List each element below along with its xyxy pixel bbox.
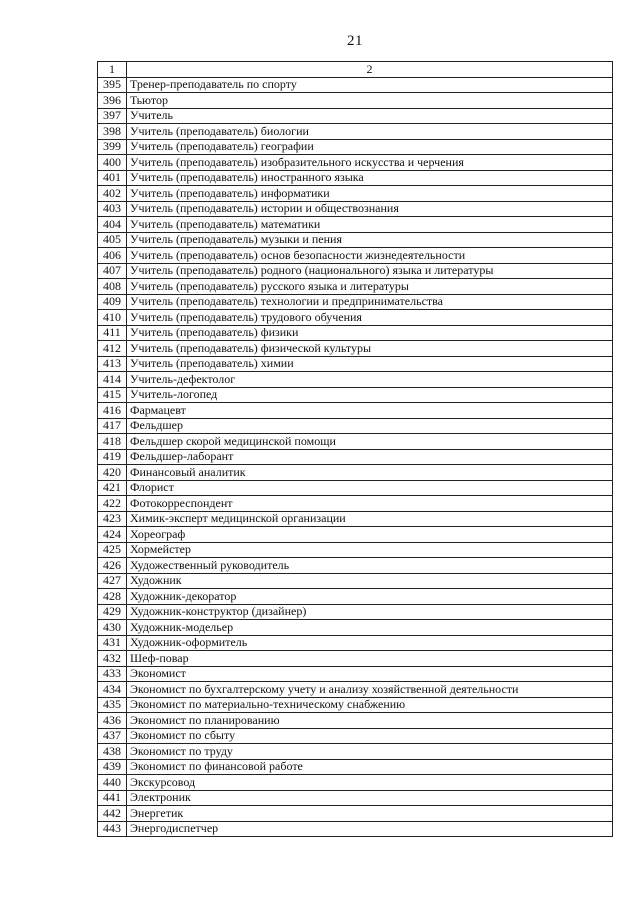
table-row — [98, 279, 613, 295]
table-row — [98, 775, 613, 791]
row-number: 422 — [98, 496, 127, 512]
profession-name: Учитель (преподаватель) информатики — [127, 186, 613, 202]
profession-name: Учитель (преподаватель) истории и обществознания — [127, 201, 613, 217]
table-row — [98, 93, 613, 109]
table-row — [98, 682, 613, 698]
row-number: 409 — [98, 294, 127, 310]
profession-name: Учитель (преподаватель) музыки и пения — [127, 232, 613, 248]
profession-name: Учитель (преподаватель) физической культуры — [127, 341, 613, 357]
table-row — [98, 713, 613, 729]
row-number: 443 — [98, 821, 127, 837]
page-number: 21 — [347, 33, 363, 49]
profession-name: Энергодиспетчер — [127, 821, 613, 837]
profession-name: Экономист по материально-техническому снабжению — [127, 697, 613, 713]
professions-table — [97, 61, 613, 837]
table-row — [98, 170, 613, 186]
table-row — [98, 449, 613, 465]
row-number: 403 — [98, 201, 127, 217]
column-header-number: 1 — [98, 62, 127, 78]
table-row — [98, 728, 613, 744]
table-row — [98, 620, 613, 636]
profession-name: Учитель-дефектолог — [127, 372, 613, 388]
row-number: 402 — [98, 186, 127, 202]
profession-name: Художник-декоратор — [127, 589, 613, 605]
row-number: 410 — [98, 310, 127, 326]
profession-name: Фотокорреспондент — [127, 496, 613, 512]
row-number: 417 — [98, 418, 127, 434]
row-number: 421 — [98, 480, 127, 496]
row-number: 430 — [98, 620, 127, 636]
table-row — [98, 697, 613, 713]
table-row — [98, 201, 613, 217]
profession-name: Фельдшер-лаборант — [127, 449, 613, 465]
table-row — [98, 527, 613, 543]
profession-name: Хореограф — [127, 527, 613, 543]
row-number: 428 — [98, 589, 127, 605]
row-number: 398 — [98, 124, 127, 140]
profession-name: Флорист — [127, 480, 613, 496]
row-number: 438 — [98, 744, 127, 760]
profession-name: Фельдшер — [127, 418, 613, 434]
row-number: 396 — [98, 93, 127, 109]
profession-name: Художник-конструктор (дизайнер) — [127, 604, 613, 620]
table-row — [98, 542, 613, 558]
row-number: 441 — [98, 790, 127, 806]
profession-name: Экскурсовод — [127, 775, 613, 791]
table-row — [98, 325, 613, 341]
row-number: 436 — [98, 713, 127, 729]
table-row — [98, 263, 613, 279]
profession-name: Электроник — [127, 790, 613, 806]
table-row — [98, 573, 613, 589]
row-number: 434 — [98, 682, 127, 698]
table-row — [98, 186, 613, 202]
profession-name: Художник-модельер — [127, 620, 613, 636]
table-row — [98, 790, 613, 806]
table-row — [98, 77, 613, 93]
row-number: 411 — [98, 325, 127, 341]
profession-name: Энергетик — [127, 806, 613, 822]
table-row — [98, 821, 613, 837]
row-number: 397 — [98, 108, 127, 124]
profession-name: Художник-оформитель — [127, 635, 613, 651]
row-number: 413 — [98, 356, 127, 372]
profession-name: Учитель (преподаватель) биологии — [127, 124, 613, 140]
table-row — [98, 434, 613, 450]
table-row — [98, 294, 613, 310]
table-row — [98, 759, 613, 775]
table-row — [98, 604, 613, 620]
table-row — [98, 139, 613, 155]
row-number: 426 — [98, 558, 127, 574]
row-number: 406 — [98, 248, 127, 264]
profession-name: Экономист по финансовой работе — [127, 759, 613, 775]
row-number: 415 — [98, 387, 127, 403]
profession-name: Химик-эксперт медицинской организации — [127, 511, 613, 527]
row-number: 431 — [98, 635, 127, 651]
table-row — [98, 635, 613, 651]
row-number: 432 — [98, 651, 127, 667]
row-number: 442 — [98, 806, 127, 822]
row-number: 408 — [98, 279, 127, 295]
profession-name: Экономист — [127, 666, 613, 682]
row-number: 440 — [98, 775, 127, 791]
profession-name: Экономист по сбыту — [127, 728, 613, 744]
row-number: 425 — [98, 542, 127, 558]
profession-name: Учитель-логопед — [127, 387, 613, 403]
table-body — [98, 77, 613, 837]
row-number: 424 — [98, 527, 127, 543]
profession-name: Финансовый аналитик — [127, 465, 613, 481]
column-header-name: 2 — [127, 62, 613, 78]
table-row — [98, 806, 613, 822]
profession-name: Учитель (преподаватель) химии — [127, 356, 613, 372]
row-number: 418 — [98, 434, 127, 450]
row-number: 420 — [98, 465, 127, 481]
profession-name: Учитель (преподаватель) математики — [127, 217, 613, 233]
table-row — [98, 124, 613, 140]
table-row — [98, 155, 613, 171]
table-row — [98, 232, 613, 248]
profession-name: Хормейстер — [127, 542, 613, 558]
row-number: 429 — [98, 604, 127, 620]
table-row — [98, 465, 613, 481]
table-row — [98, 372, 613, 388]
profession-name: Шеф-повар — [127, 651, 613, 667]
profession-name: Учитель (преподаватель) технологии и предпринимательства — [127, 294, 613, 310]
row-number: 400 — [98, 155, 127, 171]
profession-name: Учитель (преподаватель) физики — [127, 325, 613, 341]
row-number: 437 — [98, 728, 127, 744]
row-number: 404 — [98, 217, 127, 233]
profession-name: Учитель (преподаватель) русского языка и литературы — [127, 279, 613, 295]
table-row — [98, 480, 613, 496]
row-number: 433 — [98, 666, 127, 682]
profession-name: Учитель (преподаватель) трудового обучения — [127, 310, 613, 326]
profession-name: Экономист по труду — [127, 744, 613, 760]
profession-name: Учитель — [127, 108, 613, 124]
profession-name: Учитель (преподаватель) родного (национального) языка и литературы — [127, 263, 613, 279]
profession-name: Учитель (преподаватель) основ безопасности жизнедеятельности — [127, 248, 613, 264]
table-row — [98, 356, 613, 372]
row-number: 427 — [98, 573, 127, 589]
table-row — [98, 589, 613, 605]
profession-name: Учитель (преподаватель) иностранного языка — [127, 170, 613, 186]
profession-name: Фармацевт — [127, 403, 613, 419]
row-number: 416 — [98, 403, 127, 419]
table-row — [98, 403, 613, 419]
row-number: 399 — [98, 139, 127, 155]
table-row — [98, 496, 613, 512]
table-row — [98, 511, 613, 527]
profession-name: Художественный руководитель — [127, 558, 613, 574]
table-row — [98, 108, 613, 124]
table-row — [98, 310, 613, 326]
table-row — [98, 341, 613, 357]
profession-name: Экономист по бухгалтерскому учету и анализу хозяйственной деятельности — [127, 682, 613, 698]
row-number: 435 — [98, 697, 127, 713]
row-number: 407 — [98, 263, 127, 279]
profession-name: Учитель (преподаватель) географии — [127, 139, 613, 155]
profession-name: Тренер-преподаватель по спорту — [127, 77, 613, 93]
profession-name: Фельдшер скорой медицинской помощи — [127, 434, 613, 450]
table-header-row — [98, 62, 613, 78]
table-row — [98, 248, 613, 264]
table-row — [98, 558, 613, 574]
row-number: 419 — [98, 449, 127, 465]
row-number: 412 — [98, 341, 127, 357]
profession-name: Тьютор — [127, 93, 613, 109]
table-row — [98, 666, 613, 682]
table-row — [98, 744, 613, 760]
profession-name: Учитель (преподаватель) изобразительного искусства и черчения — [127, 155, 613, 171]
profession-name: Художник — [127, 573, 613, 589]
table-row — [98, 651, 613, 667]
table-row — [98, 217, 613, 233]
table-row — [98, 418, 613, 434]
row-number: 405 — [98, 232, 127, 248]
profession-name: Экономист по планированию — [127, 713, 613, 729]
row-number: 439 — [98, 759, 127, 775]
row-number: 414 — [98, 372, 127, 388]
row-number: 423 — [98, 511, 127, 527]
table-row — [98, 387, 613, 403]
row-number: 395 — [98, 77, 127, 93]
row-number: 401 — [98, 170, 127, 186]
